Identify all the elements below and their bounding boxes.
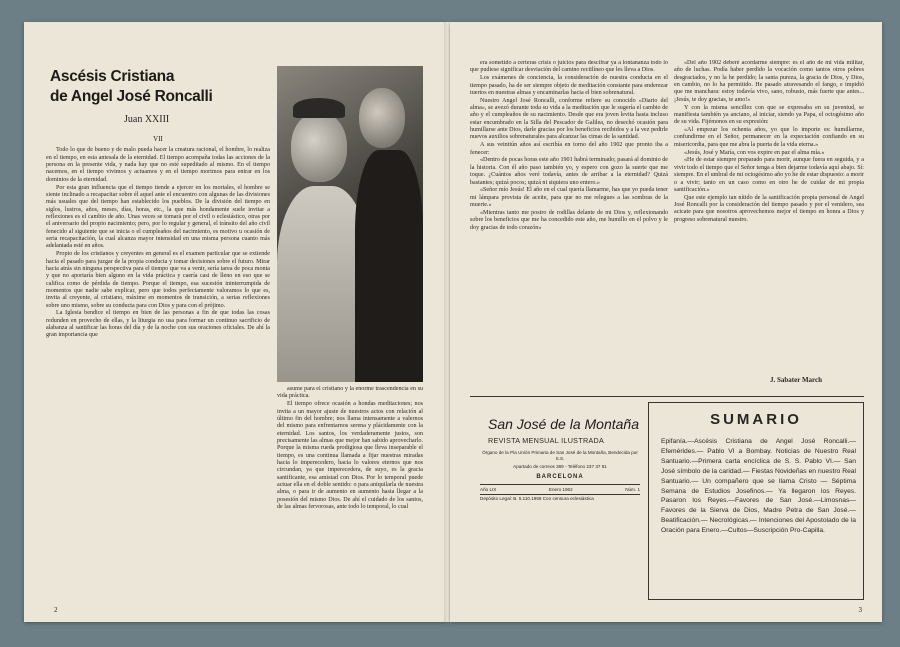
author-signature: J. Sabater March: [770, 376, 823, 384]
paragraph: «Señor mío Jesús! El año en el cual quería llamarme, has que yo pueda tener mi lámpara provista de aceite, para que no me relegues a las sombras de la muerte.»: [470, 187, 668, 209]
masthead-title: San José de la Montaña: [488, 416, 639, 432]
paragraph: Propio de los cristianos y creyentes en general es el examen particular que se extiende hacia el pasado para juzgar de la propia conducta y tomar decisiones sobre el futuro. Mirar hacia atrás sin ninguna perspectiva para el tiempo que va a venir, sería tarea de poca monta y que no aportaría bien alguno en la vida práctica y caería casi de lleno en eso que se califica como de pérdida de tiempo. Porque el tiempo, esa sucesión ininterrumpida de momentos que nadie sabe explicar, pero que todos perfectamente valoramos lo que es, invita al creyente, al cristiano, máxime en momentos de transición, a serias reflexiones sobre uno mismo, sobre su conducta para con Dios y para con el prójimo.: [46, 251, 270, 309]
article-column-2: [277, 386, 423, 586]
paragraph: El tiempo ofrece ocasión a hondas meditaciones; nos invita a un mayor ajuste de nuestros actos con relación al último fin del hombre; nos llama intensamente a valernos del mismo para enfrentarnos serena y plácidamente con la eternidad. Los santos, los verdaderamente justos, son precisamente las almas que mejor han sabido aprovecharlo. Porque la misma rueda prodigiosa que lleva inseparable el tiempo, es una continua llamada a fijar nuestras miradas hacia lo imperecedero, hacia lo valores eternos que nos circundan, ya que imperecedera, de suyo, es la gracia santificante, esa amistad con Dios. Por lo temporal puede actuar ella en el doble sentido: o para aniquilarla de nuestra alma, o para ir de aumento en aumento hasta llegar a la posesión del mismo Dios. De ahí el cuidado de los santos, de las almas fervorosas, ante todo lo temporal, lo cual: [277, 401, 423, 510]
paragraph: asume para el cristiano y la enorme trascendencia en su vida práctica.: [277, 386, 423, 400]
paragraph: Por esta gran influencia que el tiempo tiende a ejercer en los mortales, el hombre se siente inclinado a recapacitar sobre él aquel ante el encuentro con algunas de las divisiones más usuales que del tiempo han establecido los pueblos. De la división del tiempo en siglos, lustros, años, meses, días, horas, etc., la que más hondamente suele invitar a reflexiones es el cambio de año. Unas veces se tomará por el civil o eclesiástico, otras por el aniversario del propio nacimiento; pero, por lo regular y general, el tránsito del año civil fenecido al siguiente que se inicia o el cumpleaños del nacimiento, es motivo u ocasión de seria recapacitación, la cual alcanza mayor intensidad en una misma persona cuanto más adelantada esté en años.: [46, 184, 270, 250]
left-page: [24, 22, 448, 622]
sumario-title: SUMARIO: [710, 411, 802, 428]
masthead-date: Enero 1962: [548, 487, 573, 492]
masthead-issue-row: [480, 487, 640, 492]
paragraph: «Al empezar los ochenta años, yo que lo importe es: humillarme, confundirme en el Señor, permanecer en la expectación confiando en su misericordia, para que me abra la puerta de la vida eterna.»: [674, 127, 864, 148]
paragraph: «Jesús, José y María, con vos expire en paz el alma mía.»: [684, 149, 825, 156]
paragraph: Que este ejemplo tan nítido de la santificación propia personal de Angel José Roncalli por la consideración del tiempo pasado y por el venidero, sea acicate para que nosotros aprovechemos mejor el tiempo en honra a Dios y progreso sobrenatural nuestro.: [674, 194, 864, 223]
article-column-1: [46, 134, 270, 586]
masthead-number: Núm. 1: [625, 487, 640, 492]
paragraph: Todo lo que de bueno y de malo pueda hacer la creatura racional, el hombre, lo realiza en el tiempo, en esta antesala de la eternidad. El tiempo acompaña todas las acciones de la persona en la presente vida, y nada hay que no esté supeditado al mismo. En el tiempo nacemos, en el tiempo vivimos y actuamos y en el tiempo morimos para entrar en los dominios de la eternidad.: [46, 147, 270, 183]
masthead-rule-top: [480, 484, 640, 485]
sumario-body: Epifanía.—Ascésis Cristiana de Angel José Roncalli.—Efemérides.— Pablo VI a Bombay. Noticias de Nuestro Real Santuario.—Primera carta encíclica de S. S. Pablo VI.— San José símbolo de la caridad.— Fiestas Novideñas en nuestro Real Santuario.— Un compañero que se llama Cristo — Séptima Semana de Estudios Josefinos.— Ya llegaron los Reyes. Pasaron los Reyes.—Favores de San José.—Limosnas—Favores de la Sierva de Dios, Madre Petra de San José.— Beatificación.— Necrológicas.— Intenciones del Apostolado de la Oración para Enero.—Cultos—Suscripción Pro-Capilla.: [661, 438, 856, 535]
masthead-year: Año LIX: [480, 487, 497, 492]
divider-rule: [470, 396, 864, 397]
right-page: [450, 22, 882, 622]
masthead-subtitle: REVISTA MENSUAL ILUSTRADA: [488, 436, 605, 445]
photo-roncalli: [277, 66, 423, 382]
paragraph: Y con la misma sencillez con que se expresaba en su juventud, se manifiesta también ya anciano, al iniciar, siendo ya Papa, el octogésimo año de su vida. Fijémonos en su expresión:: [674, 104, 864, 126]
masthead-organ-line: Órgano de la Pía Unión Primaria de San José de la Montaña, Bendecida por S.S.: [482, 450, 638, 461]
article-column-4: [674, 60, 864, 372]
paragraph: era sometido a certeras crisis o juicios para descifrar ya a lontananza todo lo que pudiese significar desviación del camino rectilíneo que les lleva a Dios.: [470, 60, 668, 74]
paragraph: Nuestro Angel José Roncalli, conforme refiere su conocido «Diario del alma», se avezó durante toda su vida a la meditación que le sugería el cambio de año y el cumpleaños de su nacimiento. Desde que era joven levita hasta incluso estar encumbrado en la Silla del Pescador de Galilea, no desechó ocasión para humillarse ante Dios, darle gracias por los beneficios recibidos y a la vez pedirle nuevos auxilios sobrenaturales para alcanzar las cimas de la santidad.: [470, 97, 668, 141]
masthead-rule-bottom: [480, 494, 640, 495]
paragraph: «Mientras tanto me postro de rodillas delante de mi Dios y, reflexionando sobre los beneficios que me ha concedido este año, me humillo en el polvo y le doy gracias de todo corazón»: [470, 209, 668, 231]
paragraph: «He de estar siempre preparado para morir, aunque fuera en seguida, y a vivir todo el tiempo que el Señor tenga a bien dejarme todavía aquí abajo. Sí: siempre. En el umbral de mi octogésimo año yo he de estar dispuesto: a morir o a vivir; tanto en un caso como en otro he de cuidar de mi propia santificación.»: [674, 157, 864, 193]
article-title-line1: Ascésis Cristiana: [50, 68, 175, 85]
article-byline: Juan XXIII: [124, 114, 170, 125]
masthead-legal: Depósito Legal: B. 5.110.1959 Con censura eclesiástica: [480, 496, 594, 501]
paragraph: Los exámenes de conciencia, la consideración de nuestra conducta en el tiempo pasado, ha de ser siempre objeto de meditación constante para enderezar tuertos en nuestras almas y encaminarlas hacia el bien sobrenatural.: [470, 75, 668, 96]
paragraph: «Del año 1902 deberé acordarme siempre: es el año de mi vida militar, año de luchas. Podía haber perdido la vocación como tantos otros pobres desgraciados, y no la he perdido; la santa pureza, la gracia de Dios, y Dios, en cambio, no lo ha permitido. He pasado atravesando el fango, e impidió que me manchara: estoy todavía vivo, sano, robusto, más fuerte que antes... ¡Jesús, te doy gracias, te amo!»: [674, 60, 864, 103]
paragraph: «Dentro de pocas horas este año 1901 habrá terminado; pasará al dominio de la historia. Con él año paso también yo, y espero con gozo la suerte que me toque. ¿Cuántos años veré todavía, antes de arribar a la eternidad? Quizá bastantes; quizá pocos; quizá ni siquiera uno entero.»: [470, 157, 668, 186]
page-number-right: 3: [858, 606, 862, 614]
article-column-3: [470, 60, 668, 386]
sumario-box: [648, 402, 864, 600]
article-title-line2: de Angel José Roncalli: [50, 88, 213, 105]
masthead-city: BARCELONA: [536, 474, 584, 480]
paragraph: La Iglesia bendice el tiempo en bien de las personas a fin de que todas las cosas redunden en provecho de ellas, y la liturgia no usa para formar un continuo sacrificio de alabanza al santificar las horas del día y de la noche con sus oraciones oficiales. De ahí la gran importancia que: [46, 310, 270, 339]
masthead-address: Apartado de correos 369 - Teléfono 237 37 81: [513, 464, 607, 469]
paragraph: A sus veintiún años así escribía en torno del año 1902 que pronto iba a fenecer:: [470, 142, 668, 156]
section-number: VII: [153, 135, 163, 143]
page-number-left: 2: [54, 606, 58, 614]
